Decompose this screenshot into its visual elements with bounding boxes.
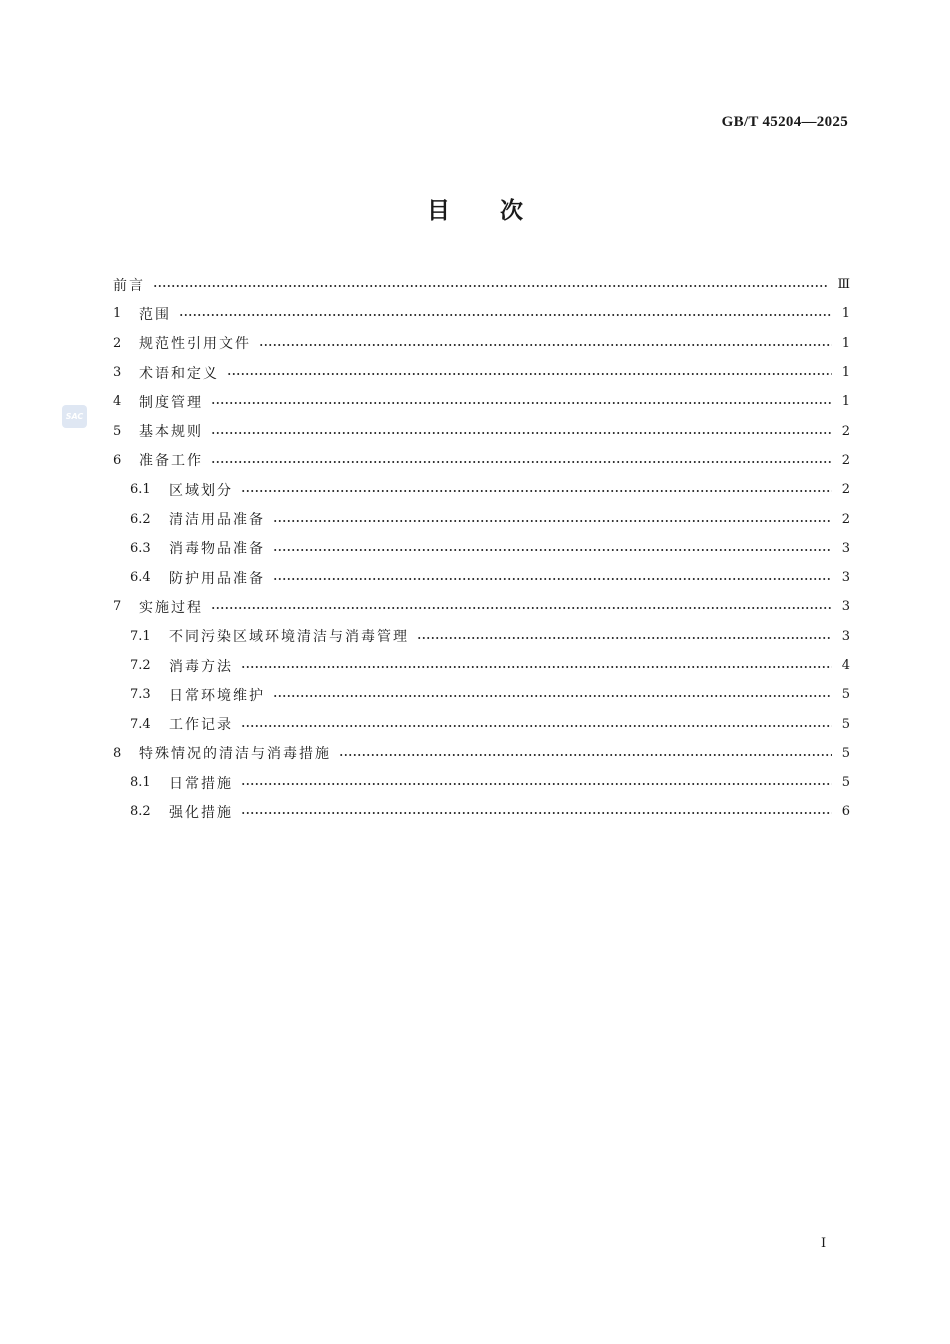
toc-leader-dots bbox=[227, 373, 832, 375]
toc-entry-label: 防护用品准备 bbox=[169, 570, 265, 587]
standard-code: GB/T 45204—2025 bbox=[721, 114, 848, 130]
toc-entry[interactable] bbox=[113, 387, 850, 416]
toc-entry[interactable] bbox=[113, 739, 850, 768]
toc-leader-dots bbox=[339, 754, 832, 756]
toc-entry-page: 5 bbox=[841, 745, 850, 761]
toc-entry-page: 1 bbox=[841, 306, 850, 322]
toc-entry-page: 3 bbox=[841, 599, 850, 615]
toc-entry-page: 2 bbox=[841, 482, 850, 498]
toc-entry-page: 1 bbox=[841, 394, 850, 410]
toc-entry-label: 基本规则 bbox=[139, 424, 203, 441]
toc-entry-number: 6.1 bbox=[130, 482, 151, 498]
toc-entry-page: 2 bbox=[841, 511, 850, 527]
toc-entry-label: 实施过程 bbox=[139, 599, 203, 616]
toc-entry-label: 清洁用品准备 bbox=[169, 512, 265, 529]
toc-entry-number: 7.3 bbox=[130, 687, 151, 703]
toc-entry-number: 7.2 bbox=[130, 658, 151, 673]
toc-entry-number: 7.1 bbox=[130, 628, 151, 644]
toc-entry-number: 6.4 bbox=[130, 570, 151, 586]
toc-leader-dots bbox=[417, 637, 832, 639]
toc-entry-page: 5 bbox=[841, 716, 850, 732]
toc-leader-dots bbox=[211, 461, 832, 463]
toc-entry-number: 8.2 bbox=[130, 804, 151, 820]
toc-leader-dots bbox=[153, 285, 829, 287]
toc-entry-label: 准备工作 bbox=[139, 453, 203, 470]
toc-entry-label: 术语和定义 bbox=[139, 365, 219, 382]
toc-entry-label: 区域划分 bbox=[169, 482, 233, 499]
toc-entry[interactable] bbox=[113, 592, 850, 621]
page-title: 目次 bbox=[427, 198, 573, 224]
toc-leader-dots bbox=[273, 549, 832, 551]
toc-leader-dots bbox=[179, 314, 832, 316]
toc-entry-label: 范围 bbox=[139, 306, 171, 323]
toc-entry-page: 1 bbox=[841, 335, 850, 351]
toc-entry-label: 消毒方法 bbox=[169, 658, 233, 675]
table-of-contents bbox=[113, 270, 850, 827]
toc-entry[interactable] bbox=[113, 709, 850, 738]
toc-entry[interactable] bbox=[113, 270, 850, 299]
toc-leader-dots bbox=[273, 520, 832, 522]
toc-entry-number: 6 bbox=[113, 452, 122, 468]
toc-leader-dots bbox=[273, 578, 832, 580]
toc-entry-number: 2 bbox=[113, 335, 122, 351]
toc-entry-label: 强化措施 bbox=[169, 804, 233, 821]
toc-entry[interactable] bbox=[113, 563, 850, 592]
toc-entry-number: 7 bbox=[113, 599, 122, 615]
toc-entry-page: 5 bbox=[841, 687, 850, 703]
toc-entry[interactable] bbox=[113, 475, 850, 504]
toc-leader-dots bbox=[241, 783, 832, 785]
toc-entry-number: 4 bbox=[113, 394, 122, 410]
toc-leader-dots bbox=[241, 812, 832, 814]
toc-entry-page: 6 bbox=[841, 804, 850, 820]
toc-entry-number: 1 bbox=[113, 306, 122, 322]
toc-entry-page: 3 bbox=[841, 628, 850, 644]
toc-entry[interactable] bbox=[113, 622, 850, 651]
toc-entry-page: 3 bbox=[841, 540, 850, 556]
toc-leader-dots bbox=[273, 695, 832, 697]
toc-entry[interactable] bbox=[113, 446, 850, 475]
toc-leader-dots bbox=[241, 666, 832, 668]
toc-entry-label: 特殊情况的清洁与消毒措施 bbox=[139, 746, 331, 763]
toc-entry-label: 前言 bbox=[113, 277, 145, 294]
toc-entry-label: 日常环境维护 bbox=[169, 687, 265, 704]
toc-entry-page: 5 bbox=[841, 775, 850, 791]
toc-entry[interactable] bbox=[113, 329, 850, 358]
toc-entry-page: 4 bbox=[841, 658, 850, 673]
toc-entry-page: 3 bbox=[841, 570, 850, 586]
toc-entry-label: 消毒物品准备 bbox=[169, 541, 265, 558]
toc-entry[interactable] bbox=[113, 534, 850, 563]
toc-entry-label: 工作记录 bbox=[169, 717, 233, 734]
toc-entry-number: 7.4 bbox=[130, 716, 151, 732]
toc-entry-number: 6.2 bbox=[130, 511, 151, 527]
toc-entry[interactable] bbox=[113, 299, 850, 328]
toc-leader-dots bbox=[241, 490, 832, 492]
toc-leader-dots bbox=[241, 725, 832, 727]
footer-page-number: I bbox=[821, 1236, 827, 1251]
toc-entry-page: 2 bbox=[841, 452, 850, 468]
toc-entry-number: 3 bbox=[113, 365, 122, 381]
toc-entry-page: Ⅲ bbox=[837, 277, 850, 293]
toc-entry-number: 8 bbox=[113, 745, 122, 761]
toc-entry-page: 1 bbox=[841, 365, 850, 381]
toc-entry[interactable] bbox=[113, 358, 850, 387]
toc-leader-dots bbox=[211, 607, 832, 609]
toc-entry-label: 日常措施 bbox=[169, 775, 233, 792]
toc-entry[interactable] bbox=[113, 797, 850, 826]
toc-entry-number: 6.3 bbox=[130, 540, 151, 556]
toc-entry-label: 不同污染区域环境清洁与消毒管理 bbox=[169, 629, 409, 646]
toc-entry[interactable] bbox=[113, 680, 850, 709]
toc-entry-label: 规范性引用文件 bbox=[139, 336, 251, 353]
toc-entry[interactable] bbox=[113, 504, 850, 533]
toc-entry-page: 2 bbox=[841, 423, 850, 439]
toc-entry[interactable] bbox=[113, 768, 850, 797]
toc-leader-dots bbox=[211, 432, 832, 434]
toc-leader-dots bbox=[211, 402, 832, 404]
sac-watermark-logo: SAC bbox=[62, 405, 87, 428]
toc-entry-label: 制度管理 bbox=[139, 394, 203, 411]
toc-entry-number: 8.1 bbox=[130, 775, 151, 791]
toc-leader-dots bbox=[259, 344, 832, 346]
toc-entry[interactable] bbox=[113, 416, 850, 445]
toc-entry[interactable] bbox=[113, 651, 850, 680]
toc-entry-number: 5 bbox=[113, 423, 122, 439]
